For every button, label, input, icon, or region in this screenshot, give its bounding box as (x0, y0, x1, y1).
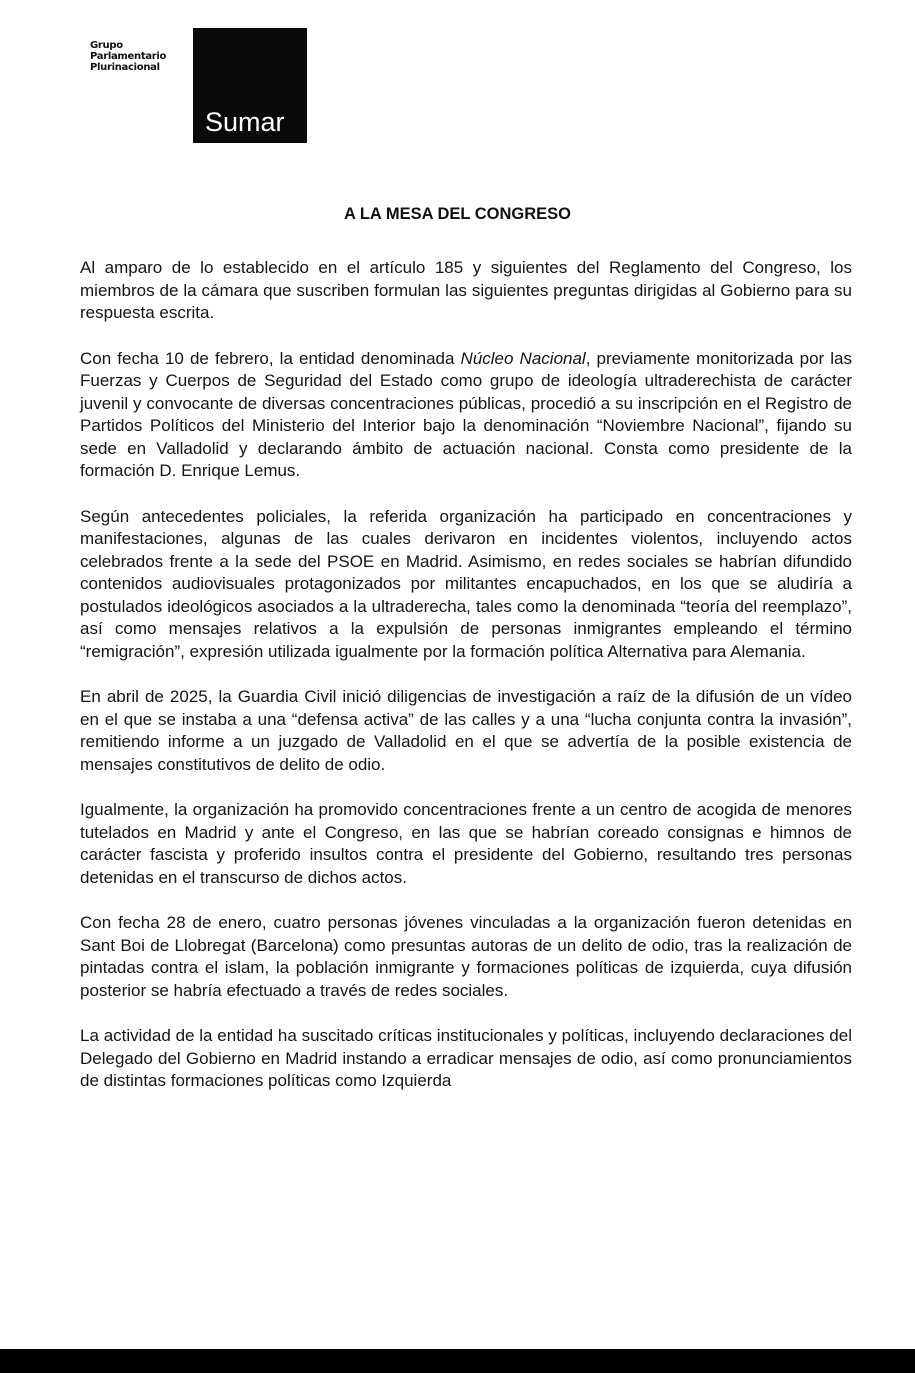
paragraph-5: Igualmente, la organización ha promovido concentraciones frente a un centro de acogida de menores tutelados en Madrid y ante el Congreso, en las que se habrían coreado consignas e himnos de carácter fascista y proferido insultos contra el presidente del Gobierno, resultando tres personas detenidas en el transcurso de dichos actos. (80, 800, 852, 887)
sumar-logo (193, 28, 307, 143)
logo-line-parlamentario: Parlamentario (90, 51, 167, 62)
logo-line-plurinacional: Plurinacional (90, 62, 160, 73)
paragraph-6: Con fecha 28 de enero, cuatro personas jóvenes vinculadas a la organización fueron detenidas en Sant Boi de Llobregat (Barcelona) como presuntas autoras de un delito de odio, tras la realización de pintadas contra el islam, la población inmigrante y formaciones políticas de izquierda, cuya difusión posterior se habría efectuado a través de redes sociales. (80, 913, 852, 1000)
paragraph-2-start: Con fecha 10 de febrero, la entidad denominada (80, 348, 461, 368)
document-heading: A LA MESA DEL CONGRESO (343, 205, 572, 223)
document-body (80, 257, 852, 1116)
sumar-logo-word: Sumar (205, 107, 285, 137)
paragraph-1: Al amparo de lo establecido en el artículo 185 y siguientes del Reglamento del Congreso, los miembros de la cámara que suscriben formulan las siguientes preguntas dirigidas al Gobierno para su respuesta escrita. (80, 258, 852, 322)
entity-name: Núcleo Nacional (460, 348, 586, 368)
paragraph-7: La actividad de la entidad ha suscitado críticas institucionales y políticas, incluyendo declaraciones del Delegado del Gobierno en Madrid instando a erradicar mensajes de odio, así como pronunciamientos de distintas formaciones políticas como Izquierda (80, 1026, 852, 1090)
paragraph-2-rest: , previamente monitorizada por las Fuerzas y Cuerpos de Seguridad del Estado como grupo de ideología ultraderechista de carácter juvenil y convocante de diversas concentraciones públicas, procedió a su inscripción en el Registro de Partidos Políticos del Ministerio del Interior bajo la denominación “Noviembre Nacional”, fijando su sede en Valladolid y declarando ámbito de actuación nacional. Consta como presidente de la formación D. Enrique Lemus. (80, 348, 853, 480)
scan-bottom-edge (0, 1349, 915, 1373)
paragraph-4: En abril de 2025, la Guardia Civil inició diligencias de investigación a raíz de la difusión de un vídeo en el que se instaba a una “defensa activa” de las calles y a una “lucha conjunta contra la invasión”, remitiendo informe a un juzgado de Valladolid en el que se advertía de la posible existencia de mensajes constitutivos de delito de odio. (80, 687, 852, 774)
paragraph-3: Según antecedentes policiales, la referida organización ha participado en concentraciones y manifestaciones, algunas de las cuales derivaron en incidentes violentos, incluyendo actos celebrados frente a la sede del PSOE en Madrid. Asimismo, en redes sociales se habrían difundido contenidos audiovisuales protagonizados por militantes encapuchados, en los que se aludiría a postulados ideológicos asociados a la ultraderecha, tales como la denominada “teoría del reemplazo”, así como mensajes relativos a la expulsión de personas inmigrantes empleando el término “remigración”, expresión utilizada igualmente por la formación política Alternativa para Alemania. (80, 506, 852, 661)
logo-line-grupo: Grupo (90, 40, 123, 51)
paragraph-2 (80, 348, 852, 483)
group-logo-text (90, 40, 166, 73)
